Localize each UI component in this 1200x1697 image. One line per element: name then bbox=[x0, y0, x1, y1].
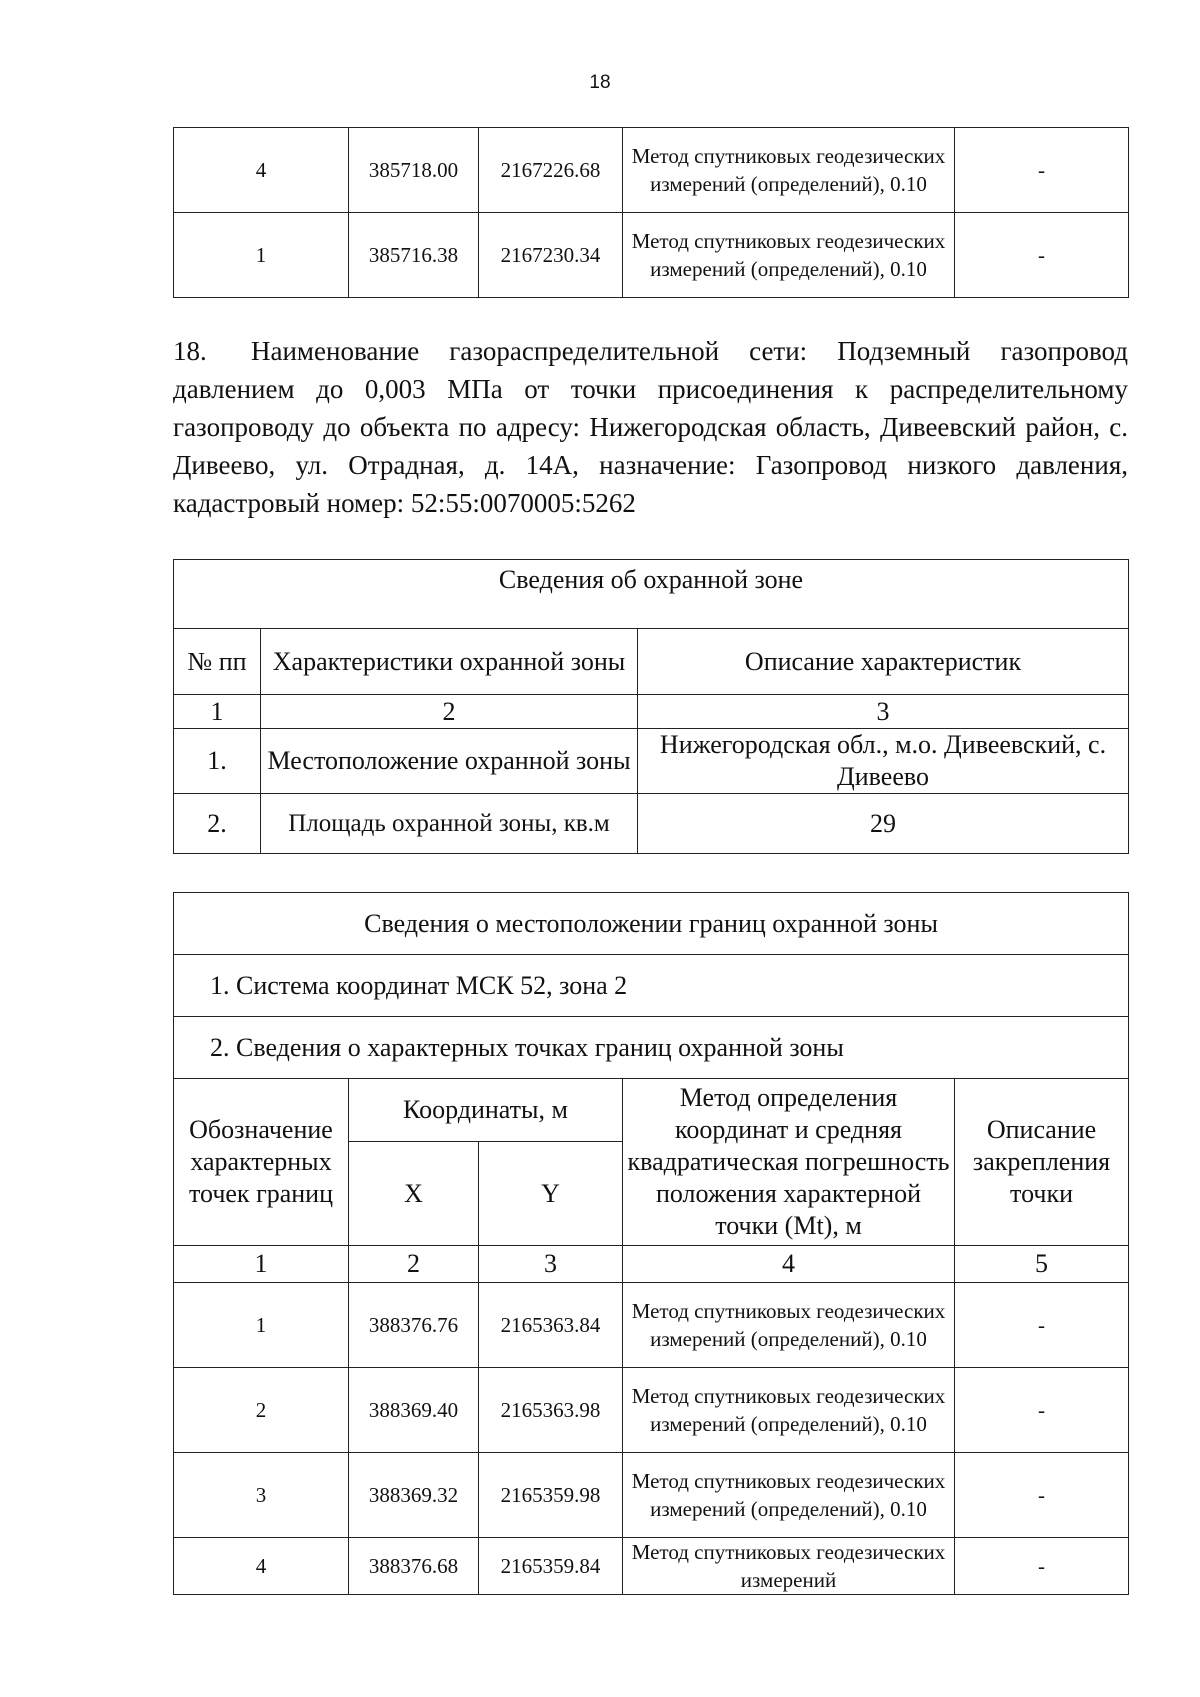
points-title: 2. Сведения о характерных точках границ охранной зоны bbox=[174, 1017, 1129, 1079]
header-num: № пп bbox=[174, 629, 261, 695]
y-cell: 2165363.84 bbox=[479, 1283, 623, 1368]
table-row bbox=[174, 729, 1129, 794]
section-paragraph bbox=[173, 332, 1128, 522]
boundary-table bbox=[173, 892, 1129, 1595]
index-cell: 5 bbox=[955, 1246, 1129, 1283]
table-index-row bbox=[174, 695, 1129, 729]
method-cell: Метод спутниковых геодезических измерений (определений), 0.10 bbox=[623, 1453, 955, 1538]
index-cell: 2 bbox=[261, 695, 638, 729]
method-cell: Метод спутниковых геодезических измерений (определений), 0.10 bbox=[623, 128, 955, 213]
y-cell: 2167226.68 bbox=[479, 128, 623, 213]
table-header-row bbox=[174, 629, 1129, 695]
table-row bbox=[174, 1538, 1129, 1595]
point-cell: 3 bbox=[174, 1453, 349, 1538]
index-cell: 1 bbox=[174, 1246, 349, 1283]
x-cell: 388376.76 bbox=[349, 1283, 479, 1368]
boundary-title: Сведения о местоположении границ охранной зоны bbox=[174, 893, 1129, 955]
point-cell: 4 bbox=[174, 1538, 349, 1595]
table-row bbox=[174, 128, 1129, 213]
description-cell: - bbox=[955, 1283, 1129, 1368]
x-cell: 388369.40 bbox=[349, 1368, 479, 1453]
header-method: Метод определения координат и средняя квадратическая погрешность положения характерной точки (Mt), м bbox=[623, 1079, 955, 1246]
table-row bbox=[174, 1283, 1129, 1368]
table-row bbox=[174, 794, 1129, 854]
header-x: X bbox=[349, 1142, 479, 1246]
y-cell: 2165359.98 bbox=[479, 1453, 623, 1538]
method-cell: Метод спутниковых геодезических измерений (определений), 0.10 bbox=[623, 213, 955, 298]
x-cell: 385716.38 bbox=[349, 213, 479, 298]
header-characteristic: Характеристики охранной зоны bbox=[261, 629, 638, 695]
header-description: Описание характеристик bbox=[638, 629, 1129, 695]
y-cell: 2165363.98 bbox=[479, 1368, 623, 1453]
x-cell: 385718.00 bbox=[349, 128, 479, 213]
row-num: 1. bbox=[174, 729, 261, 794]
index-cell: 2 bbox=[349, 1246, 479, 1283]
row-value: 29 bbox=[638, 794, 1129, 854]
continued-coordinates-table bbox=[173, 127, 1129, 298]
index-cell: 3 bbox=[638, 695, 1129, 729]
zone-info-table bbox=[173, 559, 1129, 854]
header-description: Описание закрепления точки bbox=[955, 1079, 1129, 1246]
section-number: 18. bbox=[173, 336, 207, 366]
table-row bbox=[174, 1368, 1129, 1453]
table-header-row bbox=[174, 1079, 1129, 1142]
description-cell: - bbox=[955, 1453, 1129, 1538]
section-text: Наименование газораспределительной сети: Подземный газопровод давлением до 0,003 МПа от точки присоединения к распределительному газопроводу до объекта по адресу: Нижегородская область, Дивеевский район, с. Дивеево, ул. Отрадная, д. 14А, назначение: Газопровод низкого давления, кадастровый номер: 52:55:0070005:5262 bbox=[173, 336, 1128, 518]
header-coords: Координаты, м bbox=[349, 1079, 623, 1142]
point-cell: 4 bbox=[174, 128, 349, 213]
table-index-row bbox=[174, 1246, 1129, 1283]
method-cell: Метод спутниковых геодезических измерений (определений), 0.10 bbox=[623, 1283, 955, 1368]
row-name: Местоположение охранной зоны bbox=[261, 729, 638, 794]
header-point: Обозначение характерных точек границ bbox=[174, 1079, 349, 1246]
coord-system: 1. Система координат МСК 52, зона 2 bbox=[174, 955, 1129, 1017]
table-title-row bbox=[174, 893, 1129, 955]
page-number: 18 bbox=[589, 72, 611, 93]
method-cell: Метод спутниковых геодезических измерений (определений), 0.10 bbox=[623, 1368, 955, 1453]
description-cell: - bbox=[955, 1368, 1129, 1453]
method-cell: Метод спутниковых геодезических измерений bbox=[623, 1538, 955, 1595]
description-cell: - bbox=[955, 128, 1129, 213]
index-cell: 4 bbox=[623, 1246, 955, 1283]
y-cell: 2167230.34 bbox=[479, 213, 623, 298]
x-cell: 388369.32 bbox=[349, 1453, 479, 1538]
row-value: Нижегородская обл., м.о. Дивеевский, с. Дивеево bbox=[638, 729, 1129, 794]
coord-system-row bbox=[174, 955, 1129, 1017]
index-cell: 1 bbox=[174, 695, 261, 729]
y-cell: 2165359.84 bbox=[479, 1538, 623, 1595]
point-cell: 1 bbox=[174, 213, 349, 298]
row-num: 2. bbox=[174, 794, 261, 854]
row-name: Площадь охранной зоны, кв.м bbox=[261, 794, 638, 854]
point-cell: 1 bbox=[174, 1283, 349, 1368]
points-title-row bbox=[174, 1017, 1129, 1079]
x-cell: 388376.68 bbox=[349, 1538, 479, 1595]
table-title-row bbox=[174, 560, 1129, 629]
table-row bbox=[174, 213, 1129, 298]
point-cell: 2 bbox=[174, 1368, 349, 1453]
header-y: Y bbox=[479, 1142, 623, 1246]
zone-info-title: Сведения об охранной зоне bbox=[174, 560, 1129, 629]
description-cell: - bbox=[955, 1538, 1129, 1595]
index-cell: 3 bbox=[479, 1246, 623, 1283]
table-row bbox=[174, 1453, 1129, 1538]
description-cell: - bbox=[955, 213, 1129, 298]
